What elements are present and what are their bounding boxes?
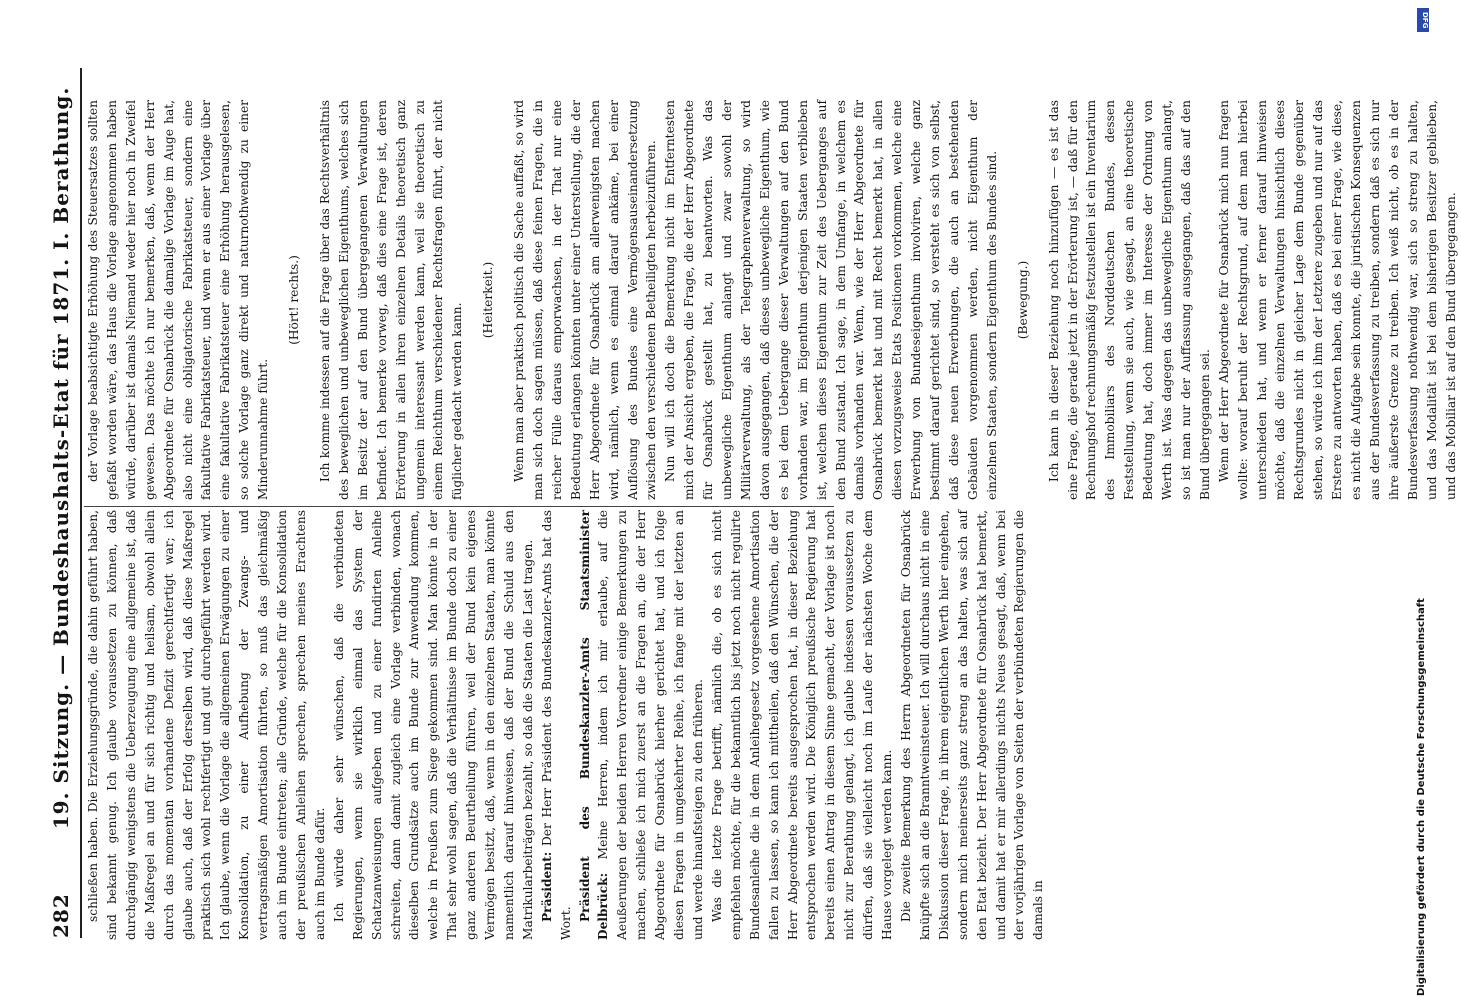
running-title: 19. Sitzung. — Bundeshaushalts-Etat für 1871. I. Berathung. (49, 86, 73, 830)
header-rule (80, 68, 82, 938)
right-column (84, 100, 1458, 500)
page-number: 282 (49, 893, 73, 938)
interjection: (Heiterkeit.) (481, 261, 496, 339)
paragraph: Ich kann in dieser Beziehung noch hinzufügen — es ist das eine Frage, die gerade jetzt in der Erörterung ist, — daß für den Rechnungshof rechnungsmäßig festzustellen ist ein Inventarium des Immobiliars des Norddeutschen Bundes, dessen Feststellung, wenn sie auch, wie gesagt, an eine theoretische Bedeutung hat, doch immer im Interesse der Ordnung von Werth ist. Was dagegen das unbewegliche Eigenthum anlangt, so ist man nur der Auffassung ausgegangen, daß das auf den Bund übergegangen sei. (1046, 100, 1212, 500)
paragraph: Wenn der Herr Abgeordnete für Osnabrück mich nun fragen wollte: worauf beruht der Rechtsgrund, auf dem man hierbei unterschieden hat, und wenn er ferner darauf hinweisen möchte, daß die einzelnen Verwaltungen hinsichtlich dieses Rechtsgrundes nicht in gleicher Lage dem Bunde gegenüber stehen, so würde ich ihm der Letztere zugeben und nur auf das Erstere zu antworten haben, daß es bei einer Frage, wie diese, es nicht die Aufgabe sein konnte, die juristischen Konsequenzen aus der Bundesverfassung zu treiben, sondern daß es sich nur ihre äußerste Grenze zu treiben. Ich weiß nicht, ob es in der Bundesverfassung nothwendig war, sich so streng zu halten, und das Modalität ist bei dem bisherigen Besitzer geblieben, und das Mobiliar ist auf den Bund übergegangen. (1216, 100, 1458, 500)
paragraph: Wenn man aber praktisch politisch die Sache auffaßt, so wird man sich doch sagen müssen, daß diese feinen Fragen, die in reicher Fülle daraus emporwachsen, in der That nur eine Bedeutung erlangen könnten unter einer Unterstellung, die der Herr Abgeordnete für Osnabrück am allerwenigsten machen wird, nämlich, wenn es einmal darauf ankäme, bei einer Auflösung des Bundes eine Vermögensauseinandersetzung zwischen den verschiedenen Betheiligten herbeizuführen. (512, 100, 659, 500)
president-statement (538, 510, 576, 940)
paragraph: Ich würde daher sehr wünschen, daß die verbündeten Regierungen, wenn sie wirklich einmal das System der Schatzanweisungen aufgeben und zu einer fundirten Anleihe schreiten, dann damit zugleich eine Vorlage verbinden, wonach dieselben Grundsätze auch im Bunde zur Anwendung kommen, welche in Preußen zum Siege gekommen sind. Man könnte in der That sehr wohl sagen, daß die Verhältnisse im Bunde doch zu einer ganz anderen Beurtheilung führen, weil der Bund kein eigenes Vermögen besitzt, daß, wenn in den einzelnen Staaten, man könnte namentlich darauf hinweisen, daß der Bund die Schuld aus den Matrikularbeiträgen bezahlt, so daß die Staaten die Last tragen. (331, 510, 535, 940)
paragraph: der Vorlage beabsichtigte Erhöhung des Steuersatzes sollten gefaßt worden wäre, das Haus die Vorlage angenommen haben würde, darüber ist damals Niemand weder hier noch in Zweifel gewesen. Das möchte ich nur bemerken, daß, wenn der Herr Abgeordnete für Osnabrück die damalige Vorlage im Auge hat, also nicht eine obligatorische Fabrikatsteuer, sondern eine fakultative Fabrikatsteuer, und wenn er aus einer Vorlage über eine fakultative Fabrikatsteuer eine Erhöhung herausgelesen, so solche Vorlage ganz direkt und naturnothwendig zu einer Minderunnahme führt. (86, 100, 271, 500)
dfg-logo: DFG (1417, 8, 1429, 32)
paragraph: Nun will ich doch die Bemerkung nicht im Entferntesten mich der Ansicht ergeben, die Frage, die der Herr Abgeordnete für Osnabrück gestellt hat, zu beantworten. Was das unbewegliche Eigenthum anlangt und zwar sowohl der Militärverwaltung, als der Telegraphenverwaltung, so wird davon ausgegangen, daß dieses unbewegliche Eigenthum, wie es bei dem Uebergange dieser Verwaltungen auf den Bund vorhanden war, im Eigenthum derjenigen Staaten verblieben ist, welchen dieses Eigenthum zur Zeit des Ueberganges auf den Bund zustand. Ich sage, in dem Umfange, in welchem es damals vorhanden war. Wenn, wie der Herr Abgeordnete für Osnabrück bemerkt hat und mit Recht bemerkt hat, in allen diesen vorzugsweise Etats Positionen vorkommen, welche eine Erwerbung von Bundeseigenthum involviren, welche ganz bestimmt darauf gerichtet sind, so versteht es sich von selbst, daß diese neuen Erwerbungen, die auch an bestehenden Gebäuden vorgenommen werden, nicht Eigenthum der einzelnen Staaten, sondern Eigenthum des Bundes sind. (663, 100, 999, 500)
speaker-text: Der Herr Präsident des Bundeskanzler-Amts hat das Wort. (539, 510, 573, 940)
speaker-label: Präsident des Bundeskanzler-Amts Staatsminister Delbrück: (577, 510, 611, 940)
paragraph: schließen haben. Die Erziehungsgründe, die dahin geführt haben, sind bekannt genug. Ich glaube voraussetzen zu können, daß durchgängig wenigstens die Ueberzeugung eine allgemeine ist, daß die Maßregel an und für sich richtig und heilsam, obwohl allein durch das momentan vorhandene Defizit gerechtfertigt war; ich glaube auch, daß der Erfolg derselben wird, daß diese Maßregel praktisch sich wohl rechtfertigt und gut durchgeführt werden wird. Ich glaube, wenn die Vorlage die allgemeinen Erwägungen zu einer Konsolidation, zu einer Aufhebung der Zwangs- und vertragsmäßigen Amortisation führten, so muß das gleichmäßig auch im Bunde eintreten; alle Gründe, welche für die Konsolidation der preußischen Anleihen sprechen, sprechen meines Erachtens auch im Bunde dafür. (86, 510, 327, 940)
credit-text: Digitalisierung gefördert durch die Deutsche Forschungsgemeinschaft (1416, 598, 1427, 996)
column-divider (84, 506, 834, 507)
interjection: (Bewegung.) (1015, 260, 1030, 340)
interjection: (Hört! rechts.) (287, 255, 302, 345)
page-header (46, 38, 76, 938)
minister-intro (576, 510, 708, 940)
paragraph: Was die letzte Frage betrifft, nämlich die, ob es sich nicht empfehlen möchte, für die bekanntlich bis jetzt noch nicht regulirte Bundesanleihe die in dem Anleihegesetz vorgesehene Amortisation fallen zu lassen, so kann ich mittheilen, daß den Wünschen, die der Herr Abgeordnete bereits ausgesprochen hat, in dieser Beziehung entsprochen werden wird. Die Königlich preußische Regierung hat bereits einen Antrag in diesem Sinne gemacht, der Vorlage ist noch nicht zur Berathung gelangt, ich glaube indessen voraussetzen zu dürfen, daß sie vielleicht noch im Laufe der nächsten Woche dem Hause vorgelegt werden kann. (709, 510, 895, 940)
left-column (84, 509, 1046, 940)
paragraph: Ich komme indessen auf die Frage über das Rechtsverhältnis des beweglichen und unbeweglichen Eigenthums, welches sich im Besitz der auf den Bund übergegangenen Verwaltungen befindet. Ich bemerke vorweg, daß dies eine Frage ist, deren Erörterung in allen ihren einzelnen Details theoretisch ganz ungemein interessant werden kann, weil sie theoretisch zu einem Reichthum verschiedener Rechtsfragen führt, der nicht füglicher gedacht werden kann. (317, 100, 465, 500)
paragraph: Meine Herren, indem ich mir erlaube, auf die Aeußerungen der beiden Herren Vorredner einige Bemerkungen zu machen, schließe ich mich zuerst an die Fragen an, die der Herr Abgeordnete für Osnabrück hierher gerichtet hat, und ich folge diesen Fragen in umgekehrter Reihe, ich fange mit der letzten an und werde hinaufsteigen zu den früheren. (596, 509, 705, 940)
paragraph: Die zweite Bemerkung des Herrn Abgeordneten für Osnabrück knüpfte sich an die Branntweinsteuer. Ich will durchaus nicht in eine Diskussion dieser Frage, in ihrem eigentlichen Werth hier eingehen, sondern mich meinerseits ganz streng an das halten, was sich auf den Etat bezieht. Der Herr Abgeordnete für Osnabrück hat bemerkt, und damit hat er mir allerdings nichts Neues gesagt, daß, wenn bei der vorjährigen Vorlage von Seiten der verbündeten Regierungen die damals in (898, 510, 1046, 940)
digitization-credit (1416, 6, 1430, 996)
speaker-label: Präsident: (539, 851, 554, 922)
